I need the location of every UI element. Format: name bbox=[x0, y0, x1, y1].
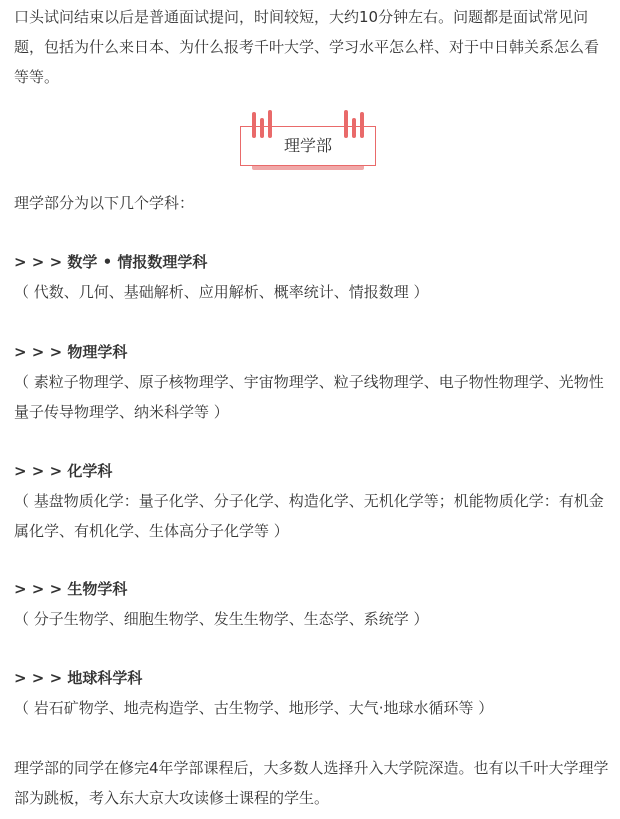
section-physics bbox=[14, 337, 610, 427]
intro-block bbox=[14, 2, 610, 92]
section-title: > > > 生物学科 bbox=[14, 580, 128, 598]
section-detail: （ 岩石矿物学、地壳构造学、古生物学、地形学、大气·地球水循环等 ） bbox=[14, 699, 494, 717]
subjects-intro: 理学部分为以下几个学科： bbox=[14, 194, 195, 212]
section-detail: （ 基盘物质化学：量子化学、分子化学、构造化学、无机化学等；机能物质化学：有机金属化学、有机化学、生体高分子化学等 ） bbox=[14, 492, 604, 540]
intro-paragraph: 口头试问结束以后是普通面试提问，时间较短，大约10分钟左右。问题都是面试常见问题，包括为什么来日本、为什么报考千叶大学、学习水平怎么样、对于中日韩关系怎么看等等。 bbox=[14, 8, 600, 86]
section-biology bbox=[14, 574, 610, 634]
section-title: > > > 化学科 bbox=[14, 462, 113, 480]
section-earth-science bbox=[14, 663, 610, 723]
section-title: > > > 地球科学科 bbox=[14, 669, 143, 687]
closing-block bbox=[14, 753, 610, 813]
section-heading-badge bbox=[238, 108, 380, 172]
subjects-intro-block bbox=[14, 188, 610, 218]
section-chemistry bbox=[14, 456, 610, 546]
section-detail: （ 素粒子物理学、原子核物理学、宇宙物理学、粒子线物理学、电子物性物理学、光物性量子传导物理学、纳米科学等 ） bbox=[14, 373, 604, 421]
section-detail: （ 分子生物学、细胞生物学、发生生物学、生态学、系统学 ） bbox=[14, 610, 429, 628]
section-math bbox=[14, 247, 610, 307]
section-detail: （ 代数、几何、基础解析、应用解析、概率统计、情报数理 ） bbox=[14, 283, 429, 301]
badge-label: 理学部 bbox=[283, 136, 332, 155]
closing-paragraph: 理学部的同学在修完4年学部课程后，大多数人选择升入大学院深造。也有以千叶大学理学部为跳板，考入东大京大攻读修士课程的学生。 bbox=[14, 759, 609, 807]
section-title: > > > 物理学科 bbox=[14, 343, 128, 361]
section-title: > > > 数学 • 情报数理学科 bbox=[14, 253, 208, 271]
